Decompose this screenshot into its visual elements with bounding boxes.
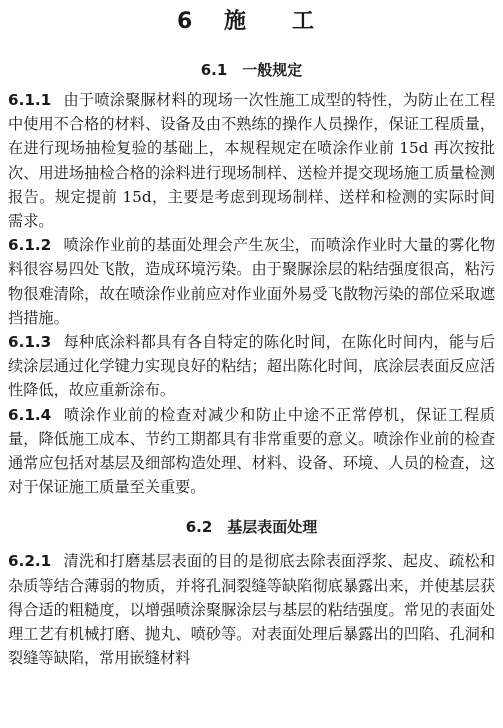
clause-number: 6.1.1	[8, 91, 52, 109]
clause-number: 6.1.3	[8, 333, 52, 352]
clause-6-1-3	[8, 330, 495, 403]
clause-6-1-4	[8, 403, 495, 500]
clause-text: 清洗和打磨基层表面的目的是彻底去除表面浮浆、起皮、疏松和杂质等结合薄弱的物质，并将孔洞裂缝等缺陷彻底暴露出来，并使基层获得合适的粗糙度，以增强喷涂聚脲涂层与基层的粘结强度。常见的表面处理工艺有机械打磨、抛丸、喷砂等。对表面处理后暴露出的凹陷、孔洞和裂缝等缺陷，常用嵌缝材料	[8, 552, 495, 668]
clause-text: 每种底涂料都具有各自特定的陈化时间，在陈化时间内，能与后续涂层通过化学键力实现良好的粘结；超出陈化时间，底涂层表面反应活性降低，故应重新涂布。	[8, 333, 495, 400]
clause-number: 6.1.4	[8, 405, 52, 424]
clause-6-2-1	[8, 549, 495, 670]
clause-6-1-1	[8, 88, 495, 233]
clause-6-1-2	[8, 233, 495, 330]
clause-text: 喷涂作业前的基面处理会产生灰尘，而喷涂作业时大量的雾化物料很容易四处飞散，造成环境污染。由于聚脲涂层的粘结强度很高，粘污物很难清除，故在喷涂作业前应对作业面外易受飞散物污染的部位采取遮挡措施。	[8, 236, 495, 327]
clause-text: 喷涂作业前的检查对减少和防止中途不正常停机，保证工程质量，降低施工成本、节约工期都具有非常重要的意义。喷涂作业前的检查通常应包括对基层及细部构造处理、材料、设备、环境、人员的检查，这对于保证施工质量至关重要。	[8, 405, 495, 497]
clause-number: 6.2.1	[8, 552, 52, 571]
section-title-6-2: 6.2 基层表面处理	[185, 518, 318, 537]
clause-number: 6.1.2	[8, 236, 52, 255]
clause-text: 由于喷涂聚脲材料的现场一次性施工成型的特性，为防止在工程中使用不合格的材料、设备及由不熟练的操作人员操作，保证工程质量，在进行现场抽检复验的基础上，本规程规定在喷涂作业前 15d 再次按批次、用进场抽检合格的涂料进行现场制样、送检并提交现场施工质量检测报告。规定提前 15d，主要是考虑到现场制样、送样和检测的实际时间需求。	[8, 91, 495, 231]
chapter-title: 6 施 工	[177, 9, 326, 34]
section-title-6-1: 6.1 一般规定	[200, 61, 303, 79]
